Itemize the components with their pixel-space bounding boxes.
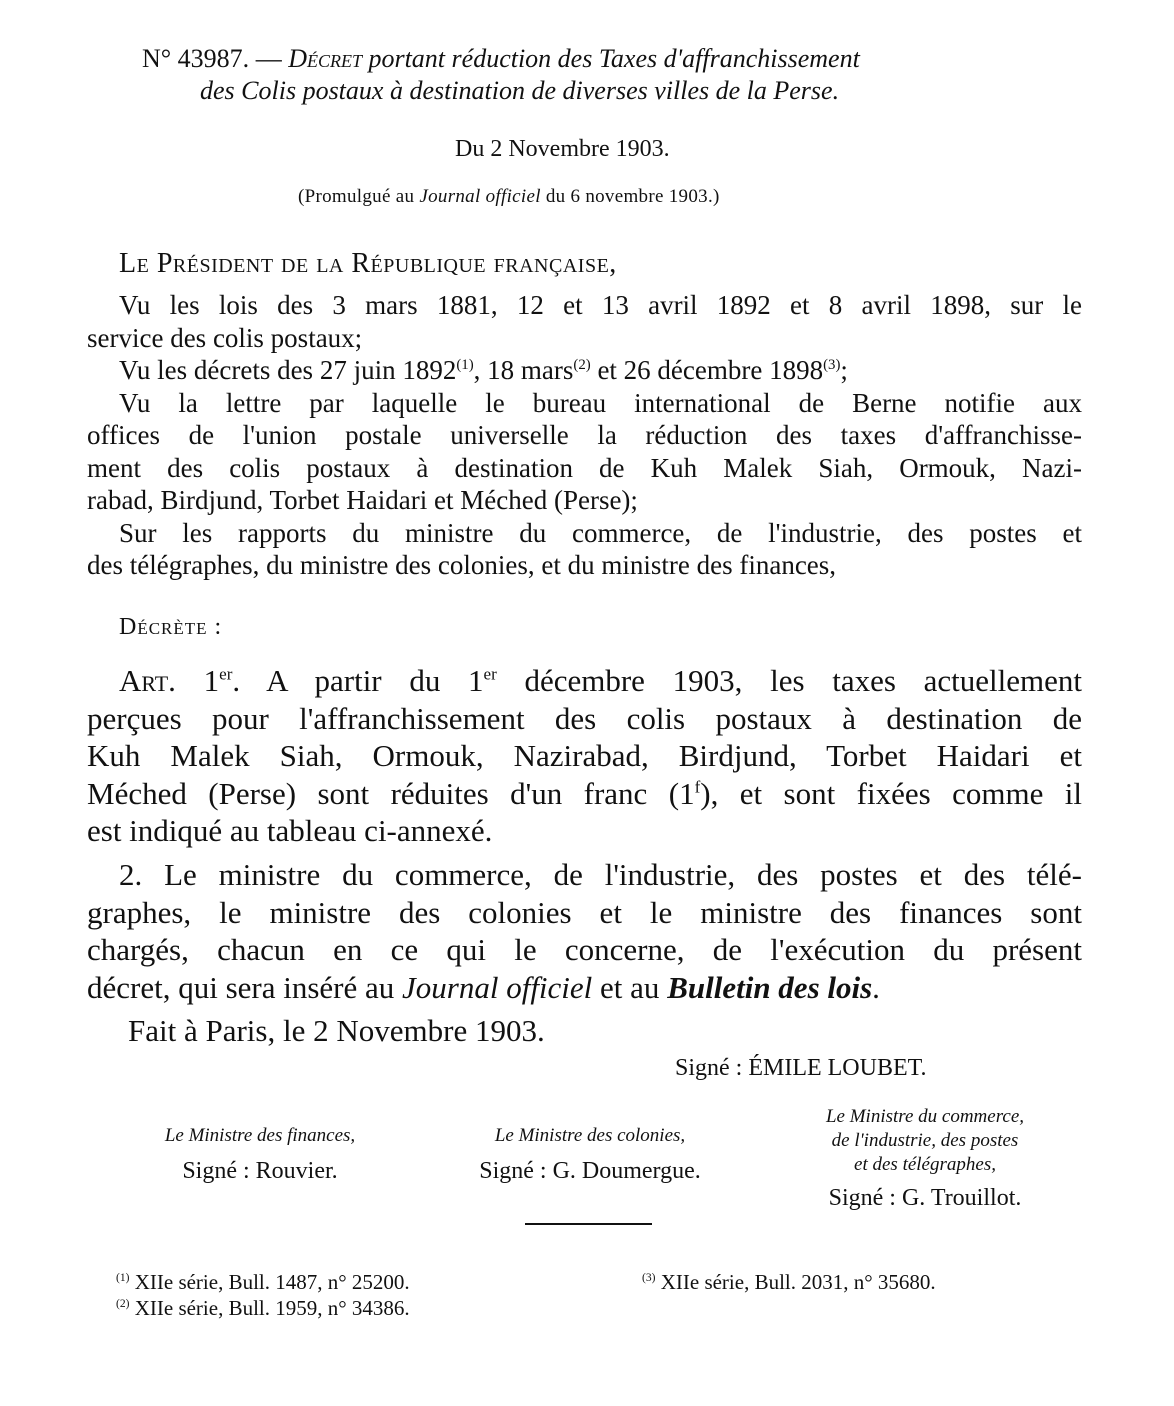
article-2-line-1: 2. Le ministre du commerce, de l'industrie, des postes et des télé- — [119, 857, 1082, 892]
visa-decrets-b: , 18 mars — [473, 355, 574, 385]
footnote-3 — [642, 1270, 936, 1295]
footnote-3-text: XIIe série, Bull. 2031, n° 35680. — [660, 1270, 936, 1294]
article-1-l1-sup: er — [483, 664, 497, 684]
minister-commerce-signed-text: Signé : G. Trouillot. — [828, 1185, 1022, 1211]
minister-commerce — [775, 1105, 1075, 1212]
decree-date: Du 2 Novembre 1903. — [455, 136, 670, 162]
minister-commerce-title-3: et des télégraphes, — [854, 1154, 996, 1175]
article-2-l4-c: . — [872, 969, 880, 1005]
article-2-bulletin: Bulletin des lois — [667, 969, 873, 1005]
article-2 — [87, 856, 1082, 1006]
minister-commerce-title-2: de l'industrie, des postes — [831, 1130, 1019, 1151]
article-1-line-3: Kuh Malek Siah, Ormouk, Nazirabad, Birdjund, Torbet Haidari et — [87, 738, 1082, 773]
decree-title-line-2: des Colis postaux à destination de diverses villes de la Perse. — [200, 76, 840, 105]
footnote-ref-3: (3) — [823, 357, 841, 373]
minister-colonies-signed-text: Signé : G. Doumergue. — [479, 1158, 701, 1184]
minister-finances-signed — [100, 1158, 420, 1185]
decrete-heading: Décrète : — [119, 614, 223, 640]
footnote-2-mark: (2) — [116, 1298, 130, 1310]
article-1-label: Art. 1 — [119, 663, 220, 698]
fait-line: Fait à Paris, le 2 Novembre 1903. — [128, 1013, 545, 1048]
visa-decrets-line — [87, 354, 1082, 387]
article-1-l4-b: ), et sont fixées comme il — [700, 775, 1082, 811]
president-heading: Le Président de la République française, — [119, 248, 617, 279]
article-2-line-4 — [87, 969, 1082, 1007]
visa-lettre-line-3: ment des colis postaux à destination de Kuh Malek Siah, Ormouk, Nazi- — [87, 452, 1082, 483]
visa-rapports-line-1: Sur les rapports du ministre du commerce, de l'industrie, des postes et — [119, 517, 1082, 548]
visa-laws-line-1: Vu les lois des 3 mars 1881, 12 et 13 avril 1892 et 8 avril 1898, sur le — [119, 290, 1082, 320]
minister-finances-signed-text: Signé : Rouvier. — [182, 1158, 338, 1184]
article-1-line-1 — [87, 662, 1082, 700]
article-1 — [87, 662, 1082, 850]
visa-decrets-d: ; — [840, 355, 848, 385]
article-1-line-2: perçues pour l'affranchissement des colis postaux à destination de — [87, 700, 1082, 736]
article-1-line-4 — [87, 775, 1082, 813]
article-1-l1-rest: . A partir du 1 — [232, 663, 484, 698]
visa-rapports-line-2: des télégraphes, du ministre des colonies, et du ministre des finances, — [87, 550, 837, 580]
decree-number: N° 43987. — [142, 44, 250, 73]
visa-decrets-a: Vu les décrets des 27 juin 1892 — [119, 355, 457, 385]
article-2-journal: Journal officiel — [402, 969, 593, 1005]
article-1-line-5: est indiqué au tableau ci-annexé. — [87, 813, 493, 848]
minister-finances-title: Le Ministre des finances, — [164, 1125, 356, 1146]
promulgation-line — [298, 186, 720, 208]
footnote-divider — [525, 1223, 652, 1225]
main-signature: Signé : ÉMILE LOUBET. — [675, 1055, 927, 1081]
minister-colonies-title: Le Ministre des colonies, — [494, 1125, 686, 1146]
minister-colonies — [430, 1124, 750, 1185]
minister-colonies-signed — [430, 1158, 750, 1185]
minister-finances — [100, 1124, 420, 1185]
article-2-l4-b: et au — [592, 969, 668, 1005]
footnote-ref-1: (1) — [456, 357, 474, 373]
visas-block — [87, 289, 1082, 582]
title-dash: — — [249, 44, 289, 73]
footnote-ref-2: (2) — [573, 357, 591, 373]
decree-title-line-1 — [142, 44, 860, 74]
visa-lettre-line-1: Vu la lettre par laquelle le bureau international de Berne notifie aux — [119, 387, 1082, 418]
visa-lettre-line-2: offices de l'union postale universelle la réduction des taxes d'affranchisse- — [87, 420, 1082, 450]
article-2-line-3: chargés, chacun en ce qui le concerne, de l'exécution du présent — [87, 932, 1082, 967]
article-1-l4-sup: f — [694, 777, 701, 797]
footnote-1 — [116, 1270, 410, 1295]
minister-commerce-title-1: Le Ministre du commerce, — [825, 1106, 1025, 1127]
footnote-3-mark: (3) — [642, 1272, 656, 1284]
visa-lettre-line-4: rabad, Birdjund, Torbet Haidari et Méched (Perse); — [87, 485, 638, 515]
footnote-1-text: XIIe série, Bull. 1487, n° 25200. — [134, 1270, 410, 1294]
article-1-l4-a: Méched (Perse) sont réduites d'un franc (1 — [87, 775, 695, 811]
article-2-l4-a: décret, qui sera inséré au — [87, 969, 403, 1005]
visa-laws-line-2: service des colis postaux; — [87, 322, 363, 353]
footnote-1-mark: (1) — [116, 1272, 130, 1284]
article-1-l1-end: décembre 1903, les taxes actuellement — [496, 663, 1082, 698]
article-1-label-sup: er — [219, 664, 233, 684]
promulgation-open: (Promulgué au — [298, 186, 420, 207]
promulgation-journal: Journal officiel — [419, 186, 541, 207]
minister-commerce-signed — [775, 1185, 1075, 1212]
decret-word: Décret — [288, 44, 362, 73]
promulgation-close: du 6 novembre 1903.) — [540, 186, 720, 207]
footnote-2-text: XIIe série, Bull. 1959, n° 34386. — [134, 1296, 410, 1320]
title-rest: portant réduction des Taxes d'affranchissement — [361, 44, 860, 73]
visa-decrets-c: et 26 décembre 1898 — [590, 355, 824, 385]
footnote-2 — [116, 1296, 410, 1321]
article-2-line-2: graphes, le ministre des colonies et le ministre des finances sont — [87, 894, 1082, 930]
